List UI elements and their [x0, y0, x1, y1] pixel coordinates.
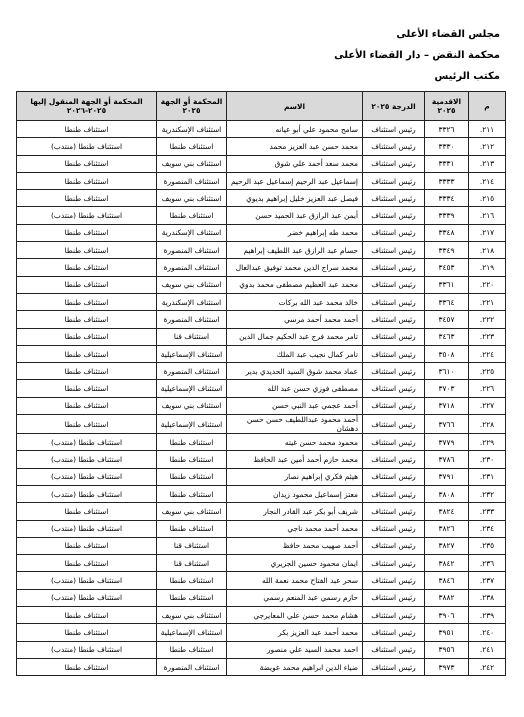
- grade-cell: رئيس استئناف: [363, 380, 425, 397]
- target-court-cell: استئناف طنطا (منتدب): [17, 572, 157, 589]
- row-number: ٢٢٥.: [469, 363, 506, 380]
- table-row: [17, 641, 506, 658]
- name-cell: معتز إسماعيل محمود زيدان: [227, 485, 363, 502]
- court-cell: استئناف الإسكندرية: [157, 293, 227, 310]
- row-number: ٢٢٦.: [469, 380, 506, 397]
- court-cell: استئناف بني سويف: [157, 607, 227, 624]
- court-cell: استئناف الإسماعيلية: [157, 624, 227, 641]
- grade-cell: رئيس استئناف: [363, 572, 425, 589]
- target-court-cell: استئناف طنطا: [17, 380, 157, 397]
- seniority-cell: ٣٨٤٢: [425, 555, 469, 572]
- table-row: [17, 451, 506, 468]
- table-row: [17, 224, 506, 241]
- grade-cell: رئيس استئناف: [363, 259, 425, 276]
- name-cell: هشام محمد حسن علي المعايرجي: [227, 607, 363, 624]
- target-court-cell: استئناف طنطا (منتدب): [17, 138, 157, 155]
- row-number: ٢١١.: [469, 121, 506, 138]
- row-number: ٢١٣.: [469, 155, 506, 172]
- row-number: ٢١٨.: [469, 242, 506, 259]
- row-number: ٢٢١.: [469, 293, 506, 310]
- name-cell: مصطفى فوزي حسن عبد الله: [227, 380, 363, 397]
- seniority-cell: ٣٩٥١: [425, 624, 469, 641]
- grade-cell: رئيس استئناف: [363, 397, 425, 414]
- court-cell: استئناف طنطا: [157, 589, 227, 606]
- name-cell: فيصل عبد العزيز خليل إبراهيم بديوي: [227, 190, 363, 207]
- table-row: [17, 293, 506, 310]
- court-cell: استئناف المنصورة: [157, 311, 227, 328]
- row-number: ٢٢٨.: [469, 415, 506, 434]
- row-number: ٢٤١.: [469, 641, 506, 658]
- office-title: مكتب الرئيس: [434, 71, 500, 82]
- seniority-cell: ٣٣٣٩: [425, 207, 469, 224]
- court-cell: استئناف بني سويف: [157, 397, 227, 414]
- grade-cell: رئيس استئناف: [363, 589, 425, 606]
- target-court-cell: استئناف طنطا (منتدب): [17, 434, 157, 451]
- name-cell: خالد محمد عبد الله بركات: [227, 293, 363, 310]
- name-cell: محمد حسن عبد العزيز محمد: [227, 138, 363, 155]
- grade-cell: رئيس استئناف: [363, 503, 425, 520]
- judges-table: [16, 91, 506, 676]
- name-cell: محمد أحمد عبد العزيز بكر: [227, 624, 363, 641]
- table-row: [17, 415, 506, 434]
- grade-cell: رئيس استئناف: [363, 641, 425, 658]
- table-row: [17, 624, 506, 641]
- grade-cell: رئيس استئناف: [363, 242, 425, 259]
- grade-cell: رئيس استئناف: [363, 190, 425, 207]
- table-row: [17, 468, 506, 485]
- name-cell: هيثم فكري إبراهيم نصار: [227, 468, 363, 485]
- court-cell: استئناف المنصورة: [157, 172, 227, 189]
- target-court-cell: استئناف طنطا: [17, 415, 157, 434]
- row-number: ٢١٢.: [469, 138, 506, 155]
- table-row: [17, 328, 506, 345]
- seniority-cell: ٣٤٥٧: [425, 311, 469, 328]
- target-court-cell: استئناف طنطا: [17, 311, 157, 328]
- grade-cell: رئيس استئناف: [363, 607, 425, 624]
- court-cell: استئناف الإسماعيلية: [157, 380, 227, 397]
- seniority-cell: ٣٣٦١: [425, 276, 469, 293]
- row-number: ٢١٥.: [469, 190, 506, 207]
- name-cell: أحمد صهيب محمد حافظ: [227, 537, 363, 554]
- seniority-cell: ٣٣٤٨: [425, 224, 469, 241]
- name-cell: محمود محمد حسن غيته: [227, 434, 363, 451]
- seniority-cell: ٣٧٨٦: [425, 451, 469, 468]
- target-court-cell: استئناف طنطا: [17, 624, 157, 641]
- target-court-cell: استئناف طنطا: [17, 503, 157, 520]
- table-row: [17, 363, 506, 380]
- row-number: ٢١٧.: [469, 224, 506, 241]
- row-number: ٢٤٢.: [469, 658, 506, 675]
- row-number: ٢٢٢.: [469, 311, 506, 328]
- seniority-cell: ٣٣٦٤: [425, 293, 469, 310]
- row-number: ٢٤٠.: [469, 624, 506, 641]
- name-cell: حسام عبد الرازق عبد اللطيف إبراهيم: [227, 242, 363, 259]
- table-header-row: [17, 92, 506, 121]
- seniority-cell: ٣٨٤٦: [425, 572, 469, 589]
- court-cell: استئناف قنا: [157, 537, 227, 554]
- seniority-cell: ٣٩٠٦: [425, 607, 469, 624]
- target-court-cell: استئناف طنطا: [17, 537, 157, 554]
- seniority-cell: ٣٨٨٢: [425, 589, 469, 606]
- seniority-cell: ٣٧٠٣: [425, 380, 469, 397]
- table-row: [17, 397, 506, 414]
- name-cell: محمد عبد العظيم مصطفى محمد بدوي: [227, 276, 363, 293]
- target-court-cell: استئناف طنطا: [17, 293, 157, 310]
- table-row: [17, 190, 506, 207]
- court-cell: استئناف طنطا: [157, 468, 227, 485]
- row-number: ٢٣٦.: [469, 555, 506, 572]
- table-row: [17, 572, 506, 589]
- name-cell: إسماعيل عبد الرحيم إسماعيل عبد الرحيم: [227, 172, 363, 189]
- row-number: ٢٣٢.: [469, 485, 506, 502]
- seniority-cell: ٣٦١٠: [425, 363, 469, 380]
- table-row: [17, 259, 506, 276]
- table-row: [17, 555, 506, 572]
- table-row: [17, 607, 506, 624]
- target-court-cell: استئناف طنطا: [17, 121, 157, 138]
- seniority-cell: ٣٨٠٨: [425, 485, 469, 502]
- court-cell: استئناف قنا: [157, 555, 227, 572]
- target-court-cell: استئناف طنطا (منتدب): [17, 589, 157, 606]
- seniority-cell: ٣٣٣١: [425, 155, 469, 172]
- grade-cell: رئيس استئناف: [363, 363, 425, 380]
- target-court-cell: استئناف طنطا: [17, 190, 157, 207]
- target-court-cell: استئناف طنطا: [17, 155, 157, 172]
- grade-cell: رئيس استئناف: [363, 537, 425, 554]
- grade-cell: رئيس استئناف: [363, 520, 425, 537]
- council-title: مجلس القضاء الأعلى: [396, 29, 500, 40]
- target-court-cell: استئناف طنطا (منتدب): [17, 485, 157, 502]
- court-cell: استئناف بني سويف: [157, 503, 227, 520]
- court-cell: استئناف الإسكندرية: [157, 224, 227, 241]
- grade-cell: رئيس استئناف: [363, 293, 425, 310]
- row-number: ٢٢٩.: [469, 434, 506, 451]
- seniority-cell: ٣٨٢٧: [425, 537, 469, 554]
- target-court-cell: استئناف طنطا (منتدب): [17, 520, 157, 537]
- row-number: ٢٣١.: [469, 468, 506, 485]
- name-cell: أحمد محمد أحمد مرسي: [227, 311, 363, 328]
- row-number: ٢٣٤.: [469, 520, 506, 537]
- table-row: [17, 311, 506, 328]
- court-cell: استئناف المنصورة: [157, 259, 227, 276]
- row-number: ٢٢٤.: [469, 345, 506, 362]
- name-cell: أحمد عجمي عبد النبي حسن: [227, 397, 363, 414]
- grade-cell: رئيس استئناف: [363, 155, 425, 172]
- name-cell: محمد أحمد محمد ناجي: [227, 520, 363, 537]
- grade-cell: رئيس استئناف: [363, 451, 425, 468]
- seniority-cell: ٣٤٦٣: [425, 328, 469, 345]
- seniority-cell: ٣٩٧٣: [425, 658, 469, 675]
- header-seniority: الاقدمية ٢٠٢٥: [425, 92, 469, 121]
- name-cell: حازم رسمي عبد المنعم رسمي: [227, 589, 363, 606]
- table-row: [17, 242, 506, 259]
- court-cell: استئناف المنصورة: [157, 363, 227, 380]
- row-number: ٢٣٧.: [469, 572, 506, 589]
- court-cell: استئناف طنطا: [157, 485, 227, 502]
- header-court: المحكمة أو الجهة ٢٠٢٥: [157, 92, 227, 121]
- row-number: ٢١٩.: [469, 259, 506, 276]
- table-row: [17, 658, 506, 675]
- name-cell: أحمد محمود عبداللطيف حسن حسن دهشان: [227, 415, 363, 434]
- grade-cell: رئيس استئناف: [363, 624, 425, 641]
- row-number: ٢٣٨.: [469, 589, 506, 606]
- seniority-cell: ٣٣٤٩: [425, 242, 469, 259]
- table-row: [17, 485, 506, 502]
- court-cell: استئناف طنطا: [157, 641, 227, 658]
- table-row: [17, 276, 506, 293]
- seniority-cell: ٣٧٧٩: [425, 434, 469, 451]
- target-court-cell: استئناف طنطا: [17, 259, 157, 276]
- row-number: ٢٢٠.: [469, 276, 506, 293]
- seniority-cell: ٣٣٣٣: [425, 172, 469, 189]
- name-cell: ضياء الدين ابراهيم محمد عويضة: [227, 658, 363, 675]
- grade-cell: رئيس استئناف: [363, 658, 425, 675]
- grade-cell: رئيس استئناف: [363, 434, 425, 451]
- grade-cell: رئيس استئناف: [363, 276, 425, 293]
- row-number: ٢٣٠.: [469, 451, 506, 468]
- target-court-cell: استئناف طنطا (منتدب): [17, 468, 157, 485]
- target-court-cell: استئناف طنطا (منتدب): [17, 207, 157, 224]
- seniority-cell: ٣٧٦٦: [425, 415, 469, 434]
- row-number: ٢٣٥.: [469, 537, 506, 554]
- target-court-cell: استئناف طنطا: [17, 607, 157, 624]
- grade-cell: رئيس استئناف: [363, 485, 425, 502]
- target-court-cell: استئناف طنطا: [17, 328, 157, 345]
- target-court-cell: استئناف طنطا (منتدب): [17, 641, 157, 658]
- court-cell: استئناف الإسكندرية: [157, 121, 227, 138]
- target-court-cell: استئناف طنطا: [17, 276, 157, 293]
- seniority-cell: ٣٣٣٤: [425, 190, 469, 207]
- document-header: [334, 24, 500, 87]
- row-number: ٢٣٩.: [469, 607, 506, 624]
- seniority-cell: ٣٥٠٨: [425, 345, 469, 362]
- header-num: م: [469, 92, 506, 121]
- table-row: [17, 589, 506, 606]
- target-court-cell: استئناف طنطا: [17, 224, 157, 241]
- grade-cell: رئيس استئناف: [363, 224, 425, 241]
- grade-cell: رئيس استئناف: [363, 468, 425, 485]
- court-cell: استئناف بني سويف: [157, 190, 227, 207]
- court-cell: استئناف طنطا: [157, 451, 227, 468]
- target-court-cell: استئناف طنطا: [17, 555, 157, 572]
- grade-cell: رئيس استئناف: [363, 138, 425, 155]
- target-court-cell: استئناف طنطا: [17, 363, 157, 380]
- row-number: ٢٢٣.: [469, 328, 506, 345]
- table-row: [17, 345, 506, 362]
- grade-cell: رئيس استئناف: [363, 415, 425, 434]
- table-row: [17, 138, 506, 155]
- court-cell: استئناف بني سويف: [157, 155, 227, 172]
- grade-cell: رئيس استئناف: [363, 121, 425, 138]
- table-row: [17, 207, 506, 224]
- name-cell: ايمان محمود حسين الجزيري: [227, 555, 363, 572]
- grade-cell: رئيس استئناف: [363, 172, 425, 189]
- court-cell: استئناف بني سويف: [157, 276, 227, 293]
- name-cell: محمد حازم أحمد أمين عبد الحافظ: [227, 451, 363, 468]
- target-court-cell: استئناف طنطا (منتدب): [17, 451, 157, 468]
- table-row: [17, 121, 506, 138]
- table-row: [17, 380, 506, 397]
- name-cell: تامر محمد فرج عبد الحكيم جمال الدين: [227, 328, 363, 345]
- court-cell: استئناف الإسماعيلية: [157, 415, 227, 434]
- court-cell: استئناف طنطا: [157, 572, 227, 589]
- grade-cell: رئيس استئناف: [363, 555, 425, 572]
- name-cell: محمد سراج الدين محمد توفيق عبدالعال: [227, 259, 363, 276]
- row-number: ٢٣٣.: [469, 503, 506, 520]
- seniority-cell: ٣٨٢٤: [425, 503, 469, 520]
- seniority-cell: ٣٧٩١: [425, 468, 469, 485]
- table-row: [17, 172, 506, 189]
- court-cell: استئناف المنصورة: [157, 242, 227, 259]
- grade-cell: رئيس استئناف: [363, 311, 425, 328]
- name-cell: محمد طه إبراهيم خضر: [227, 224, 363, 241]
- name-cell: سحر عبد الفتاح محمد نعمة الله: [227, 572, 363, 589]
- target-court-cell: استئناف طنطا: [17, 345, 157, 362]
- grade-cell: رئيس استئناف: [363, 207, 425, 224]
- court-cell: استئناف المنصورة: [157, 658, 227, 675]
- target-court-cell: استئناف طنطا: [17, 397, 157, 414]
- table-row: [17, 503, 506, 520]
- seniority-cell: ٣٣٢٦: [425, 121, 469, 138]
- court-cell: استئناف طنطا: [157, 138, 227, 155]
- table-row: [17, 155, 506, 172]
- target-court-cell: استئناف طنطا: [17, 242, 157, 259]
- court-cell: استئناف طنطا: [157, 207, 227, 224]
- target-court-cell: استئناف طنطا: [17, 658, 157, 675]
- name-cell: محمد سعد أحمد علي شوق: [227, 155, 363, 172]
- header-target-court: المحكمة أو الجهة المنقول إليها ٢٠٢٥-٢٠٢٦: [17, 92, 157, 121]
- name-cell: سامح محمود علي أبو عيانه: [227, 121, 363, 138]
- target-court-cell: استئناف طنطا: [17, 172, 157, 189]
- name-cell: شريف أبو بكر عبد القادر النجار: [227, 503, 363, 520]
- court-title: محكمة النقض – دار القضاء الأعلى: [334, 50, 500, 61]
- court-cell: استئناف الإسماعيلية: [157, 345, 227, 362]
- court-cell: استئناف طنطا: [157, 434, 227, 451]
- court-cell: استئناف طنطا: [157, 520, 227, 537]
- row-number: ٢١٦.: [469, 207, 506, 224]
- header-name: الاسم: [227, 92, 363, 121]
- seniority-cell: ٣٧١٨: [425, 397, 469, 414]
- seniority-cell: ٣٣٣٠: [425, 138, 469, 155]
- seniority-cell: ٣٨٢٦: [425, 520, 469, 537]
- table-body: [17, 121, 506, 676]
- table-row: [17, 537, 506, 554]
- table-row: [17, 434, 506, 451]
- row-number: ٢١٤.: [469, 172, 506, 189]
- grade-cell: رئيس استئناف: [363, 328, 425, 345]
- name-cell: احمد محمد السيد علي منصور: [227, 641, 363, 658]
- name-cell: تامر كمال نجيب عبد الملك: [227, 345, 363, 362]
- name-cell: عماد محمد شوق السيد الحديدي بدير: [227, 363, 363, 380]
- table-row: [17, 520, 506, 537]
- seniority-cell: ٣٩٥٦: [425, 641, 469, 658]
- grade-cell: رئيس استئناف: [363, 345, 425, 362]
- row-number: ٢٢٧.: [469, 397, 506, 414]
- seniority-cell: ٣٤٥٣: [425, 259, 469, 276]
- header-grade: الدرجة ٢٠٢٥: [363, 92, 425, 121]
- court-cell: استئناف قنا: [157, 328, 227, 345]
- name-cell: أيمن عبد الرازق عبد الحميد حسن: [227, 207, 363, 224]
